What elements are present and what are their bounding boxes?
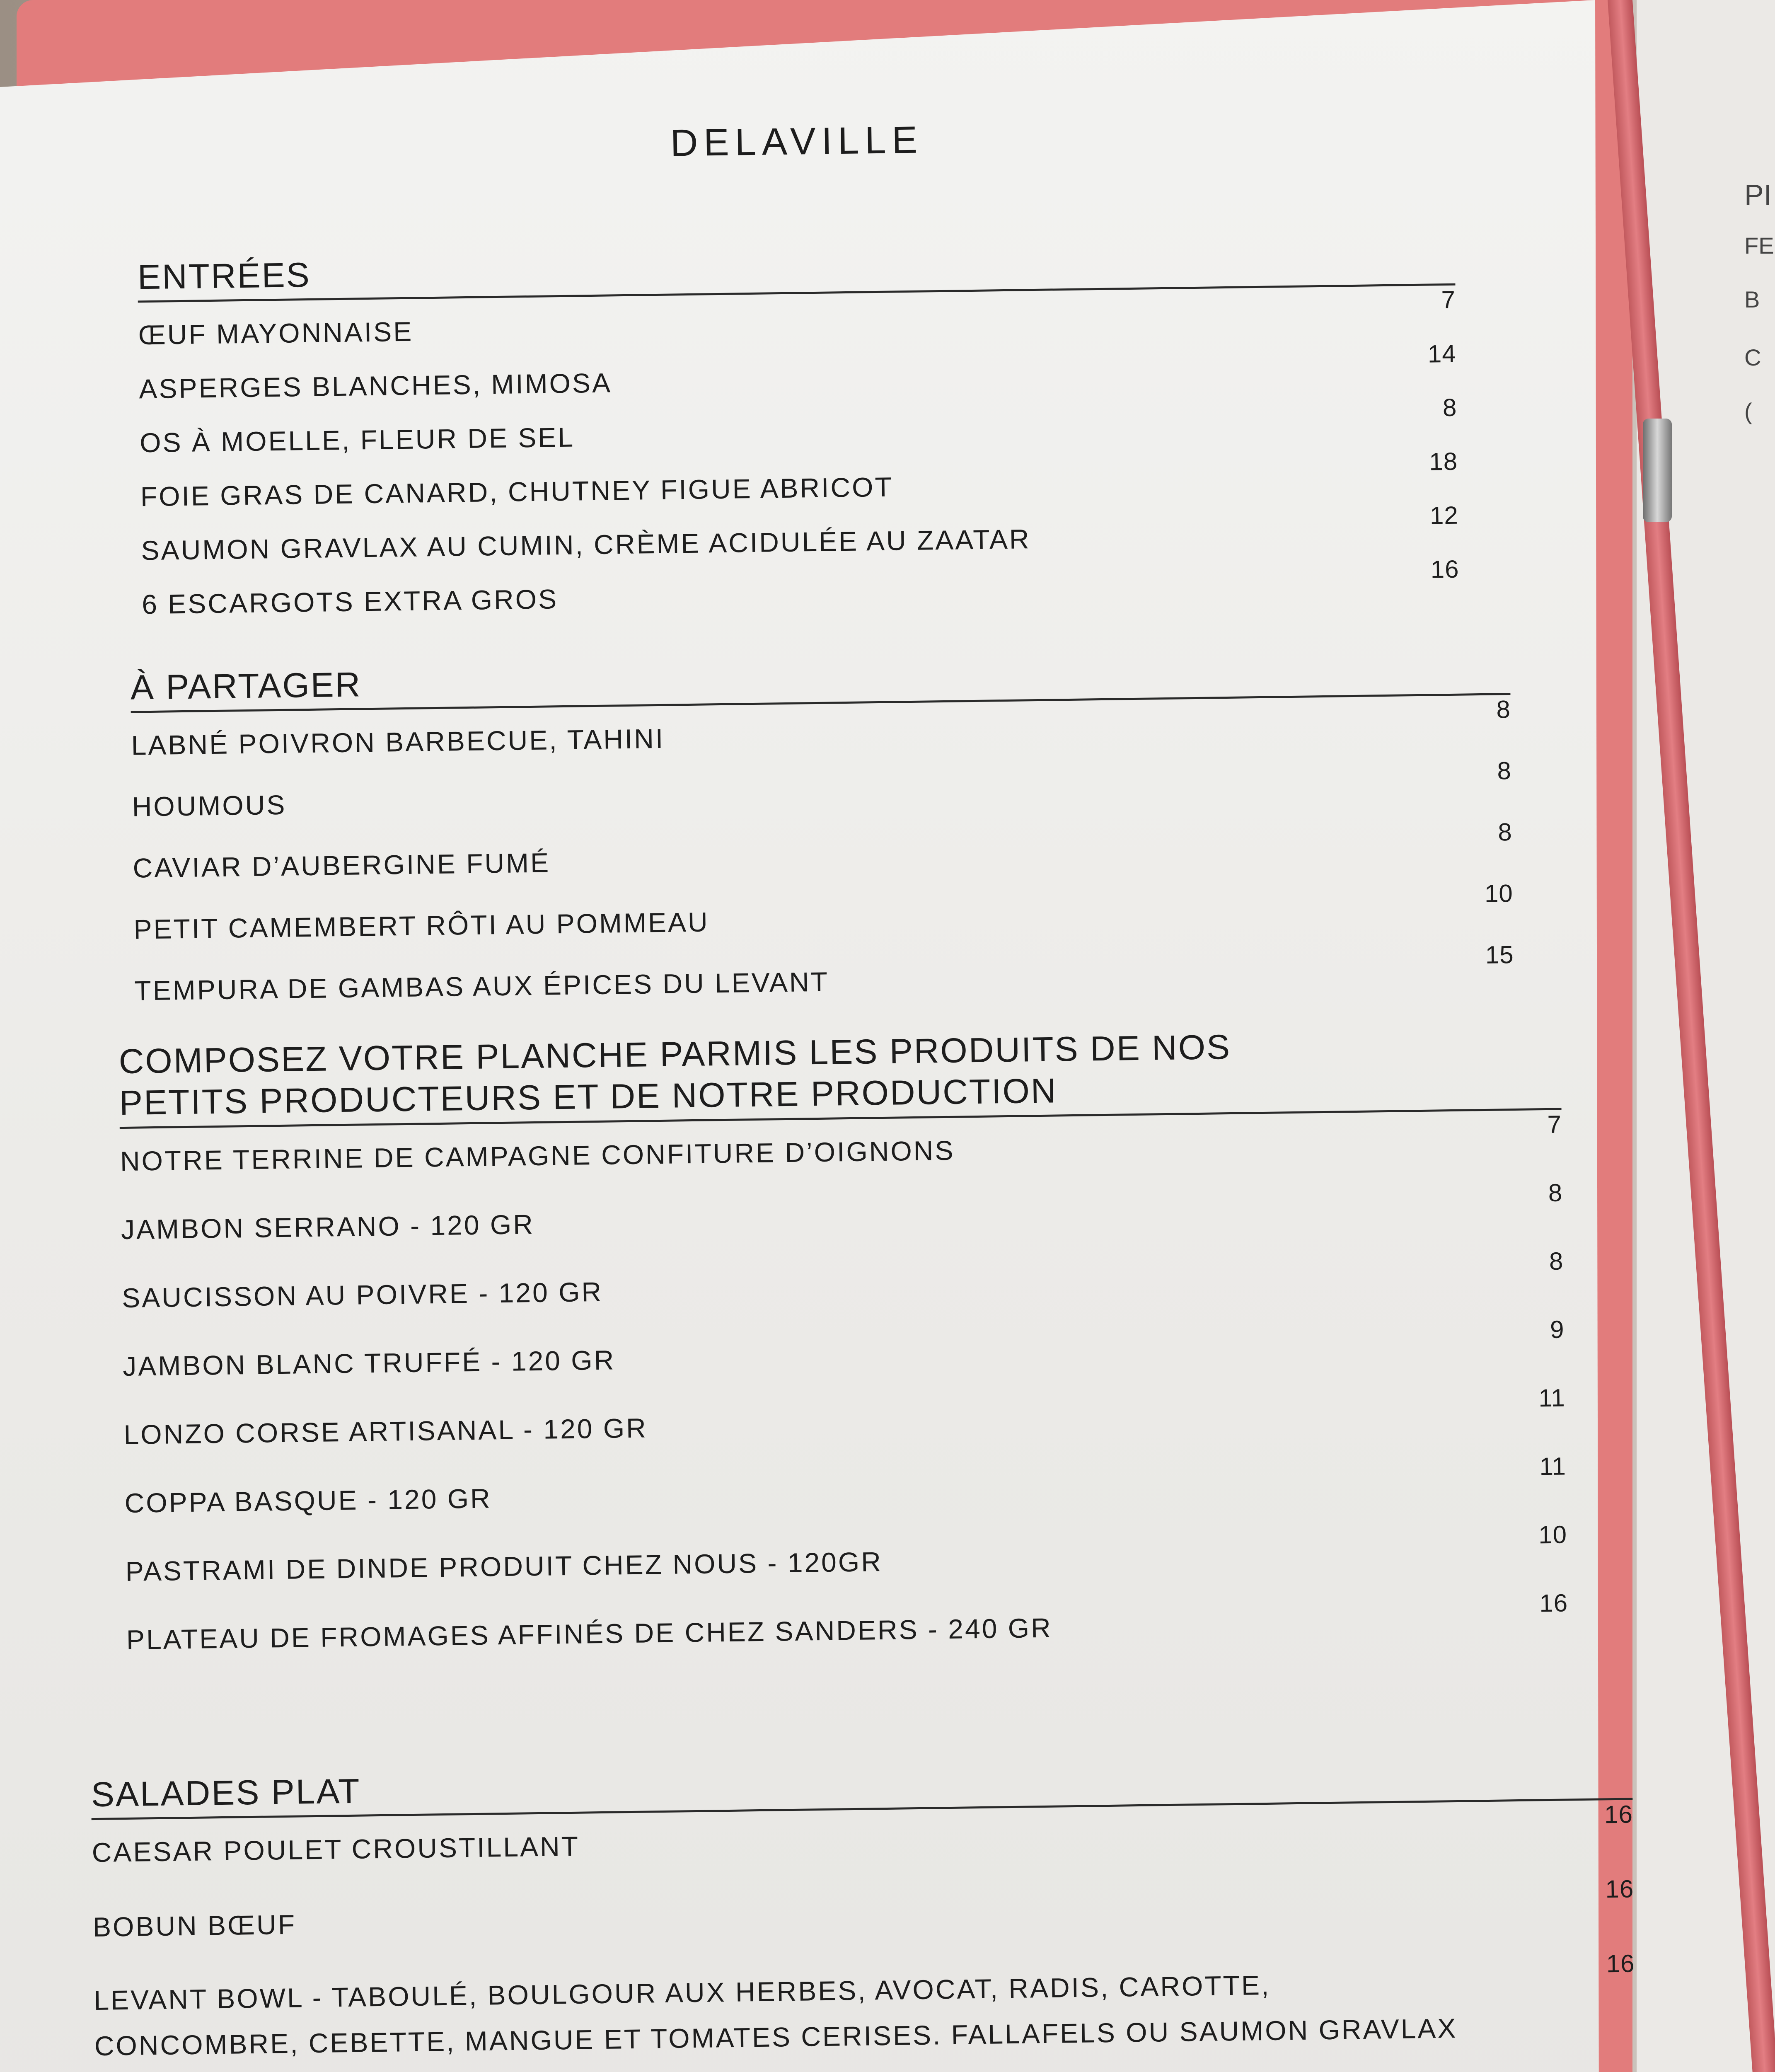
item-price: 8 — [1442, 393, 1457, 422]
item-price: 11 — [1538, 1384, 1566, 1412]
section-title: ENTRÉES — [137, 240, 1455, 303]
item-price: 8 — [1496, 695, 1511, 724]
next-page-fragment: FE — [1744, 232, 1774, 259]
item-name: OS À MOELLE, FLEUR DE SEL — [139, 421, 575, 458]
item-price: 16 — [1605, 1875, 1634, 1903]
item-name: 6 ESCARGOTS EXTRA GROS — [141, 583, 559, 620]
item-price: 8 — [1549, 1247, 1564, 1275]
item-price: 16 — [1606, 1949, 1635, 1978]
next-page-fragment: PI — [1744, 179, 1772, 211]
item-name: SAUCISSON AU POIVRE - 120 GR — [121, 1276, 603, 1314]
item-name: PETIT CAMEMBERT RÔTI AU POMMEAU — [133, 906, 710, 945]
section-title-line: COMPOSEZ VOTRE PLANCHE PARMIS LES PRODUITS DE NOS — [118, 1027, 1231, 1081]
item-name: SAUMON GRAVLAX AU CUMIN, CRÈME ACIDULÉE AU ZAATAR — [141, 523, 1031, 566]
item-name: NOTRE TERRINE DE CAMPAGNE CONFITURE D’OIGNONS — [120, 1135, 955, 1177]
item-name: ŒUF MAYONNAISE — [138, 316, 414, 351]
item-price: 16 — [1539, 1589, 1568, 1617]
item-price: 12 — [1429, 501, 1459, 530]
item-name: HOUMOUS — [132, 789, 287, 822]
item-price: 8 — [1548, 1179, 1563, 1207]
item-name: CAVIAR D’AUBERGINE FUMÉ — [133, 847, 551, 884]
item-price: 14 — [1427, 339, 1457, 368]
item-price: 9 — [1550, 1315, 1565, 1343]
item-name: PLATEAU DE FROMAGES AFFINÉS DE CHEZ SANDERS - 240 GR — [126, 1612, 1053, 1655]
section-planche — [118, 1022, 1569, 1676]
section-a-partager — [130, 649, 1514, 1020]
section-title: SALADES PLAT — [91, 1754, 1632, 1820]
item-price: 16 — [1604, 1800, 1633, 1829]
item-name: PASTRAMI DE DINDE PRODUIT CHEZ NOUS - 120GR — [125, 1546, 883, 1587]
restaurant-name: DELAVILLE — [670, 119, 924, 165]
section-title: À PARTAGER — [130, 649, 1510, 713]
item-name: TEMPURA DE GAMBAS AUX ÉPICES DU LEVANT — [134, 966, 829, 1006]
item-price: 11 — [1539, 1452, 1567, 1481]
item-price: 7 — [1547, 1110, 1562, 1138]
item-name: JAMBON BLANC TRUFFÉ - 120 GR — [122, 1344, 616, 1382]
item-price: 10 — [1538, 1520, 1567, 1549]
item-name: LABNÉ POIVRON BARBECUE, TAHINI — [131, 723, 665, 761]
item-price: 18 — [1429, 447, 1458, 476]
item-name: ASPERGES BLANCHES, MIMOSA — [139, 367, 612, 404]
item-name: CAESAR POULET CROUSTILLANT — [92, 1830, 580, 1868]
menu-item — [93, 1949, 1636, 2072]
next-page-fragment: C — [1744, 344, 1761, 370]
item-price: 8 — [1497, 818, 1513, 846]
item-name: LEVANT BOWL - TABOULÉ, BOULGOUR AUX HERBES, AVOCAT, RADIS, CAROTTE, CONCOMBRE, CEBETTE, MANGUE ET TOMATES CERISES. FALLAFELS OU SAUMON GRAVLAX — [93, 1969, 1458, 2062]
next-page-fragment: B — [1744, 286, 1760, 312]
item-price: 7 — [1441, 286, 1456, 314]
item-price: 16 — [1430, 555, 1459, 583]
item-name: FOIE GRAS DE CANARD, CHUTNEY FIGUE ABRICOT — [140, 471, 894, 512]
item-name: BOBUN BŒUF — [92, 1909, 297, 1943]
item-price: 10 — [1484, 879, 1514, 908]
section-entrees — [137, 240, 1459, 626]
item-name: COPPA BASQUE - 120 GR — [124, 1483, 492, 1519]
section-salades-plat — [91, 1754, 1636, 2072]
item-price: 8 — [1497, 757, 1512, 785]
section-title-line: PETITS PRODUCTEURS ET DE NOTRE PRODUCTION — [119, 1071, 1058, 1123]
item-price: 15 — [1485, 941, 1514, 969]
next-page-fragment: ( — [1744, 398, 1752, 424]
item-name: LONZO CORSE ARTISANAL - 120 GR — [123, 1412, 648, 1450]
item-name: JAMBON SERRANO - 120 GR — [121, 1209, 535, 1245]
